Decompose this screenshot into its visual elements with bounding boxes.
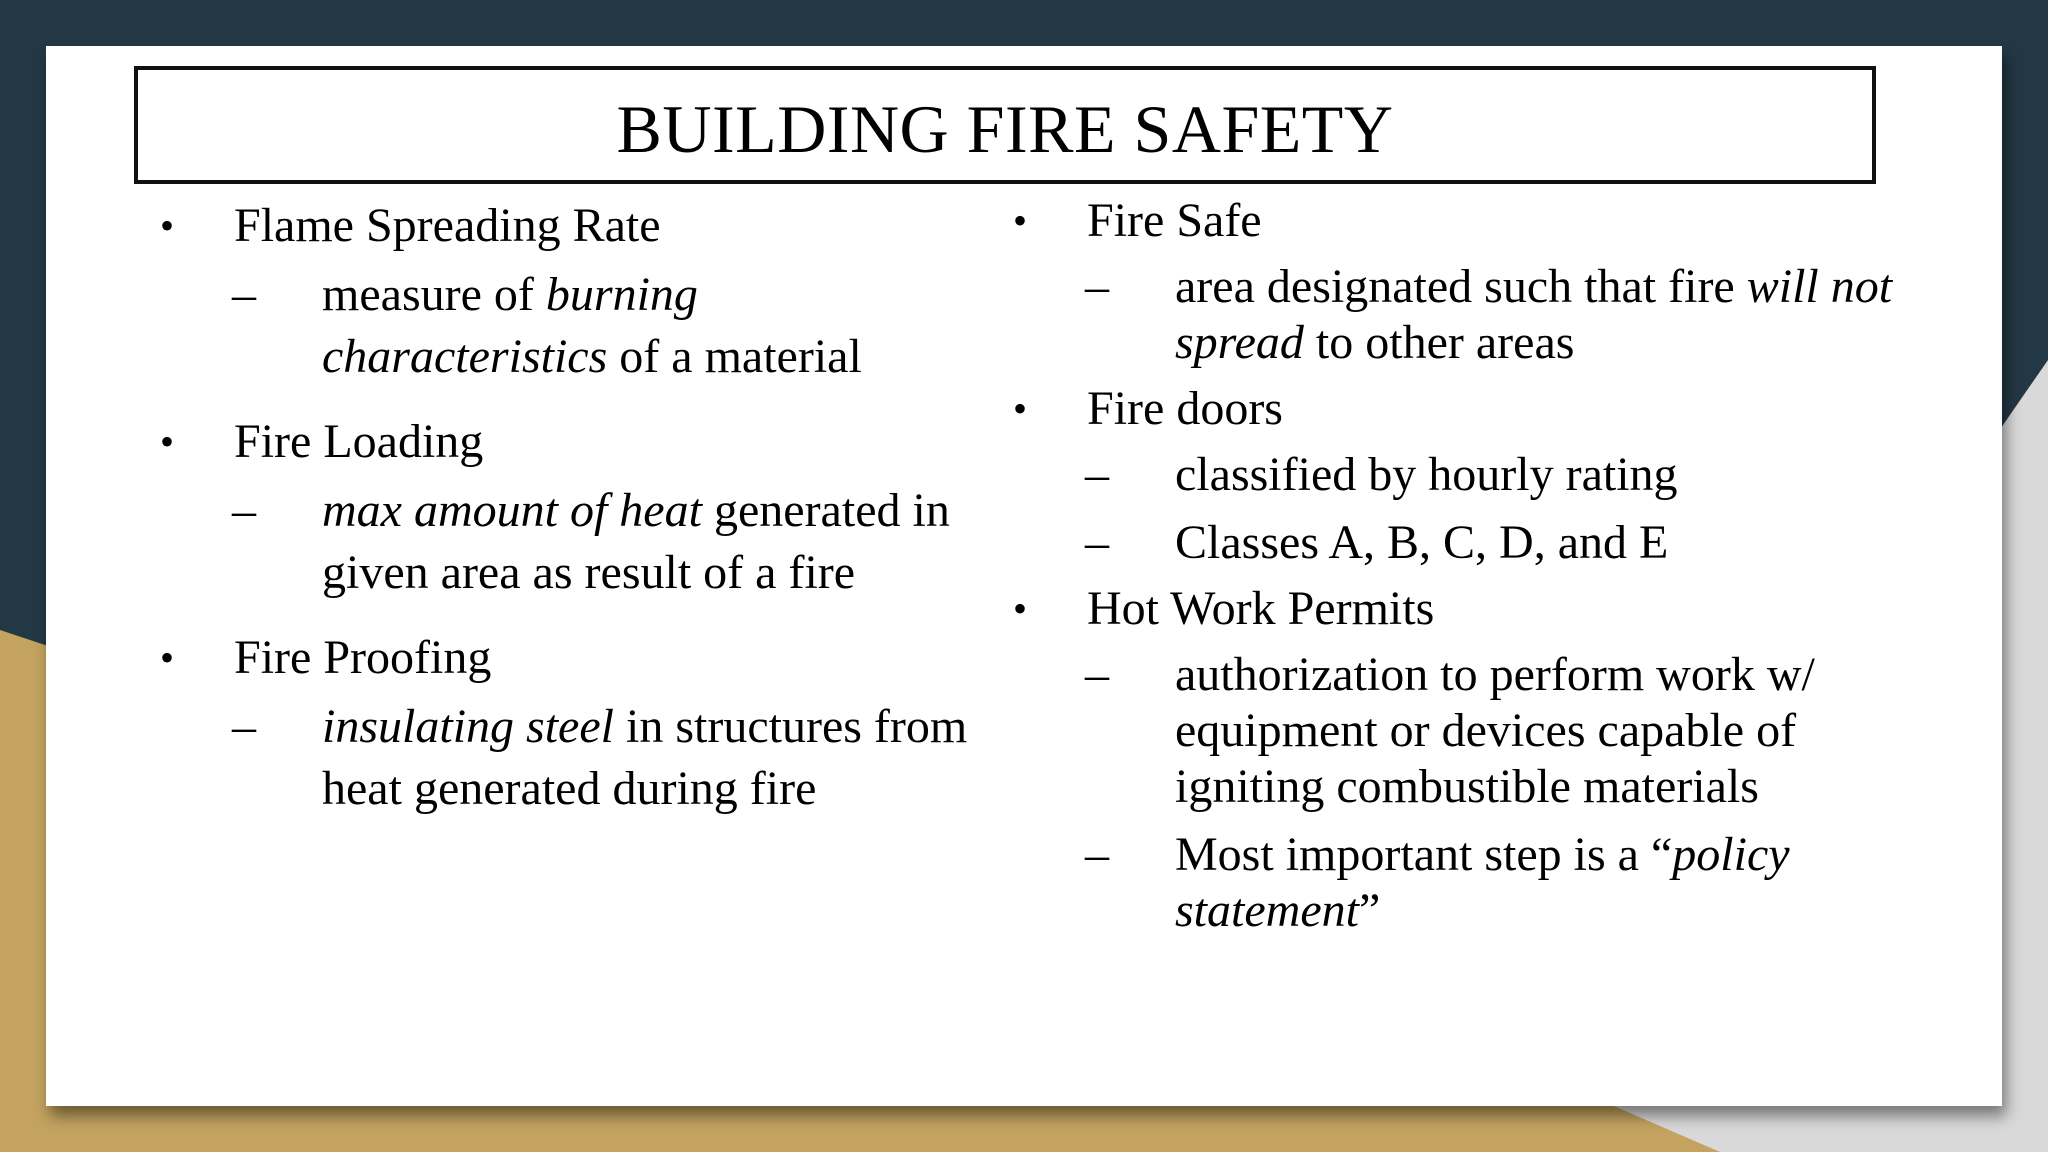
dash-glyph: – <box>232 700 256 753</box>
sub-list <box>1013 447 1913 571</box>
sub-emphasis: will not spread <box>1175 260 1893 369</box>
title-box <box>134 66 1876 184</box>
sub-emphasis: max amount of heat <box>322 484 702 537</box>
bullet-item <box>160 414 980 470</box>
sub-text: authorization to perform work w/ equipment or devices capable of igniting combustible materials <box>1175 648 1815 813</box>
slide-title: BUILDING FIRE SAFETY <box>616 90 1394 167</box>
bullet-group <box>160 198 980 388</box>
bullet-heading: Fire doors <box>1087 382 1283 435</box>
bullet-glyph: • <box>160 419 175 464</box>
sub-item <box>1085 827 1913 939</box>
bullet-item <box>1013 193 1913 249</box>
sub-emphasis: burning characteristics <box>322 268 698 383</box>
right-column <box>1013 193 1913 949</box>
bullet-group <box>1013 381 1913 571</box>
bullet-item <box>160 198 980 254</box>
sub-text: Classes A, B, C, D, and E <box>1175 516 1669 569</box>
bullet-heading: Fire Safe <box>1087 194 1262 247</box>
left-column <box>160 198 980 846</box>
bullet-glyph: • <box>1013 198 1028 243</box>
dash-glyph: – <box>232 268 256 321</box>
sub-list <box>1013 259 1913 371</box>
bullet-heading: Fire Loading <box>234 415 484 468</box>
gold-band-bottom <box>0 1100 1720 1152</box>
sub-emphasis: insulating steel <box>322 700 614 753</box>
bullet-group <box>1013 193 1913 371</box>
sub-list <box>160 480 980 604</box>
dash-glyph: – <box>1085 648 1109 701</box>
bullet-group <box>160 414 980 604</box>
sub-text: to other areas <box>1303 316 1575 369</box>
sub-text: measure of <box>322 268 546 321</box>
sub-text: generated in given area as result of a fire <box>322 484 950 599</box>
bullet-item <box>1013 381 1913 437</box>
sub-item <box>232 696 980 820</box>
sub-emphasis: policy statement <box>1175 828 1790 937</box>
bullet-item <box>1013 581 1913 637</box>
sub-item <box>1085 259 1913 371</box>
bullet-glyph: • <box>1013 586 1028 631</box>
sub-item <box>232 264 980 388</box>
dash-glyph: – <box>1085 828 1109 881</box>
sub-text: of a material <box>607 330 862 383</box>
sub-item <box>232 480 980 604</box>
bullet-group <box>160 630 980 820</box>
bullet-glyph: • <box>1013 386 1028 431</box>
sub-text: classified by hourly rating <box>1175 448 1678 501</box>
dash-glyph: – <box>1085 260 1109 313</box>
dash-glyph: – <box>1085 448 1109 501</box>
bullet-heading: Fire Proofing <box>234 631 492 684</box>
sub-list <box>1013 647 1913 939</box>
sub-item <box>1085 647 1913 815</box>
bullet-glyph: • <box>160 635 175 680</box>
sub-text: Most important step is a “ <box>1175 828 1673 881</box>
sub-item <box>1085 447 1913 503</box>
sub-text: in structures from heat generated during fire <box>322 700 968 815</box>
sub-list <box>160 696 980 820</box>
sub-text: area designated such that fire <box>1175 260 1747 313</box>
sub-text: ” <box>1358 884 1381 937</box>
bullet-heading: Flame Spreading Rate <box>234 199 661 252</box>
bullet-heading: Hot Work Permits <box>1087 582 1435 635</box>
sub-list <box>160 264 980 388</box>
sub-item <box>1085 515 1913 571</box>
bullet-item <box>160 630 980 686</box>
dash-glyph: – <box>1085 516 1109 569</box>
bullet-glyph: • <box>160 203 175 248</box>
bullet-group <box>1013 581 1913 939</box>
dash-glyph: – <box>232 484 256 537</box>
